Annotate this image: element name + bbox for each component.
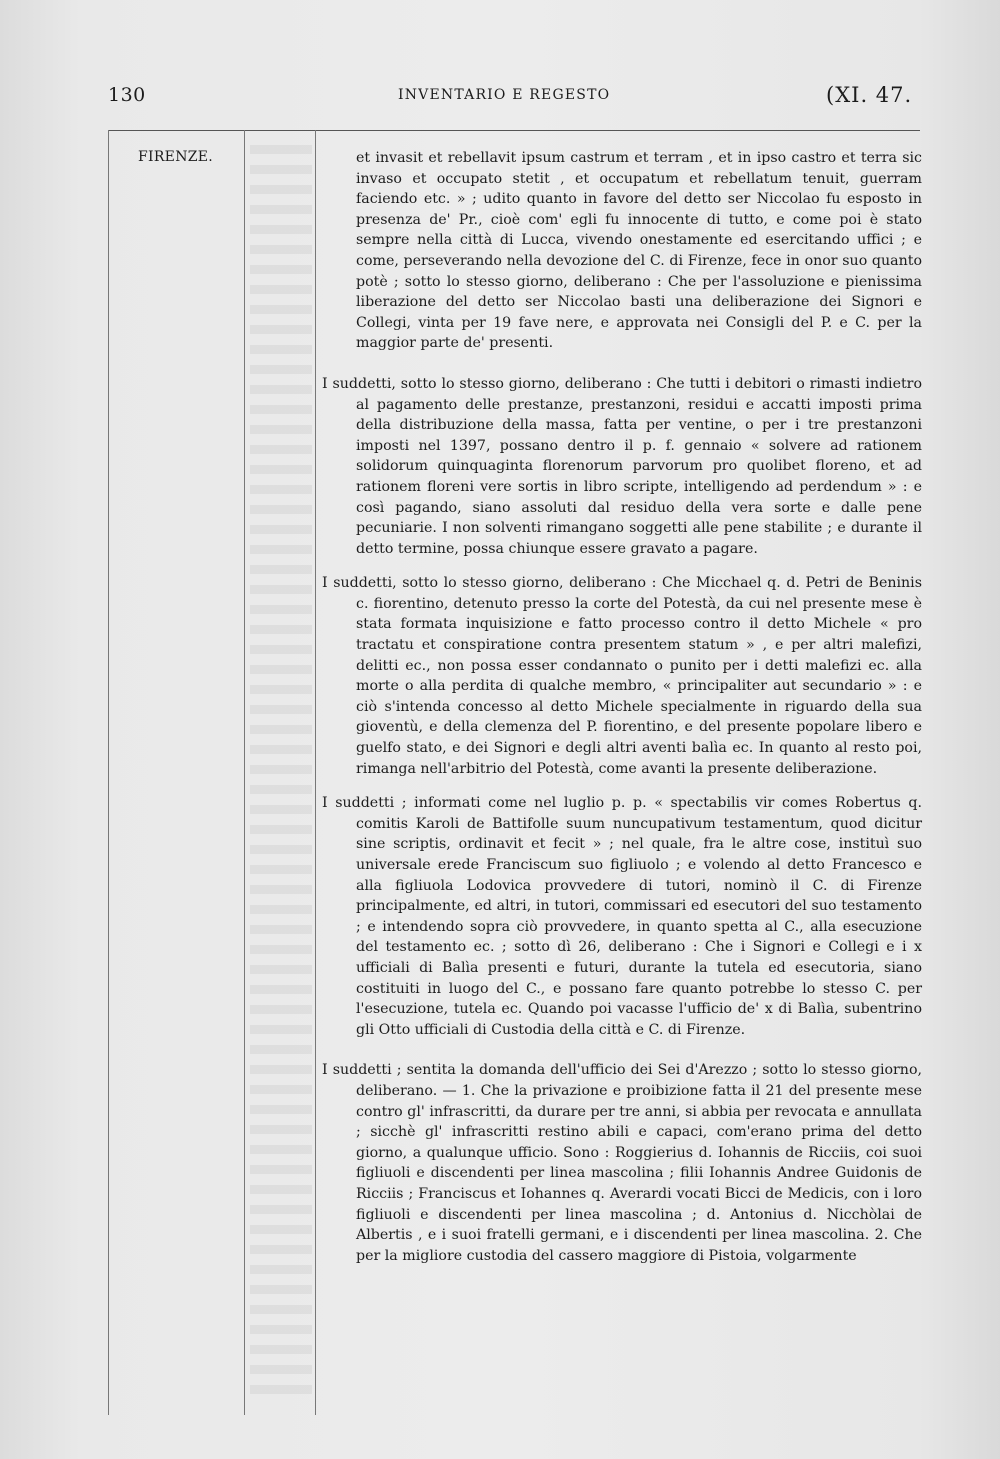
show-through-shading (250, 145, 312, 1405)
running-header (0, 84, 1000, 114)
entry-paragraph: I suddetti ; informati come nel luglio p. p. « spectabilis vir comes Robertus q. comitis Karoli de Battifolle suum nuncupativum testamentum, quod dicitur sine scriptis, ordinavit et fecit » ; nel quale, fra le altre cose, instituì suo universale erede Franciscum suo figliuolo ; e volendo al detto Francesco e alla figliuola Lodovica provvedere di tutori, nominò il C. di Firenze principalmente, ed altri, in tutori, commissari ed esecutori del suo testamento ; e intendendo sopra ciò provvedere, in quanto spetta al C., alla esecuzione del testamento ec. ; sotto dì 26, deliberano : Che i Signori e Collegi e i x ufficiali di Balìa presenti e futuri, durante la tutela ed esecutoria, siano costituiti in luogo del C., e possano fare quanto potrebbe lo stesso C. per l'esecuzione, tutela ec. Quando poi vacasse l'ufficio de' x di Balìa, subentrino gli Otto ufficiali di Custodia della città e C. di Firenze. (322, 795, 922, 1038)
entry-paragraph: et invasit et rebellavit ipsum castrum et terram , et in ipso castro et terra sic invaso et occupato stetit , et occupatum et rebellatum tenuit, guerram faciendo etc. » ; udito quanto in favore del detto ser Niccolao fu esposto in presenza de' Pr., cioè com' egli fu innocente di tutto, e come poi è stato sempre nella città di Lucca, vivendo onestamente ed esercitando uffici ; e come, perseverando nella devozione del C. di Firenze, fece in onor suo quanto potè ; sotto lo stesso giorno, deliberano : Che per l'assoluzione e pienissima liberazione del detto ser Niccolao basti una deliberazione dei Signori e Collegi, vinta per 19 fave nere, e approvata nei Consigli del P. e C. per la maggior parte de' presenti. (356, 150, 922, 352)
section-reference: (XI. 47. (826, 83, 913, 107)
entry-paragraph: I suddetti ; sentita la domanda dell'ufficio dei Sei d'Arezzo ; sotto lo stesso giorno, deliberano. — 1. Che la privazione e proibizione fatta il 21 del presente mese contro gl' infrascritti, da durare per tre anni, si abbia per revocata e annullata ; sicchè gl' infrascritti restino abili e capaci, com'erano prima del detto giorno, a qualunque ufficio. Sono : Roggierius d. Iohannis de Ricciis, coi suoi figliuoli e discendenti per linea mascolina ; filii Iohannis Andree Guidonis de Ricciis ; Franciscus et Iohannes q. Averardi vocati Bicci de Medicis, con i loro figliuoli e discendenti per linea mascolina ; d. Antonius d. Nicchòlai de Albertis , e i suoi fratelli germani, e i discendenti per linea mascolina. 2. Che per la migliore custodia del cassero maggiore di Pistoia, volgarmente (322, 1062, 922, 1264)
margin-rule-right (315, 130, 316, 1415)
margin-rule-left (108, 130, 109, 1415)
entry-paragraph: I suddetti, sotto lo stesso giorno, deliberano : Che Micchael q. d. Petri de Beninis c. fiorentino, detenuto presso la corte del Potestà, da cui nel presente mese è stata formata inquisizione e fatto processo contro il detto Michele « pro tractatu et conspiratione contra presentem statum » , e per altri malefizi, delitti ec., non possa esser condannato o punito per i detti malefizi ec. alla morte o alla perdita di qualche membro, « principaliter aut secundario » : e ciò s'intenda concesso al detto Michele specialmente in riguardo della sua gioventù, e della clemenza del P. fiorentino, e del presente popolare libero e guelfo stato, e dei Signori e degli altri aventi balìa ec. In quanto al resto poi, rimanga nell'arbitrio del Potestà, come avanti la presente deliberazione. (322, 575, 922, 777)
header-rule (108, 130, 920, 131)
running-title: INVENTARIO E REGESTO (398, 87, 611, 103)
margin-rule-middle (244, 130, 245, 1415)
entry-paragraph: I suddetti, sotto lo stesso giorno, deliberano : Che tutti i debitori o rimasti indietro al pagamento delle prestanze, prestanzoni, residui e accatti imposti prima della distribuzione della massa, fatta per ventine, o per i tre prestanzoni imposti nel 1397, possano dentro il p. f. gennaio « solvere ad rationem solidorum quinquaginta florenorum parvorum pro quolibet floreno, et ad rationem floreni vere sortis in libro scripte, intelligendo ad perdendum » : e così pagando, siano assoluti dal residuo della vera sorte e dalle pene pecuniarie. I non solventi rimangano soggetti alle pene stabilite ; e durante il detto termine, possa chiunque essere gravato a pagare. (322, 375, 922, 557)
margin-place-name: FIRENZE. (138, 149, 214, 165)
page-number: 130 (108, 84, 146, 106)
register-entries (322, 148, 922, 1278)
